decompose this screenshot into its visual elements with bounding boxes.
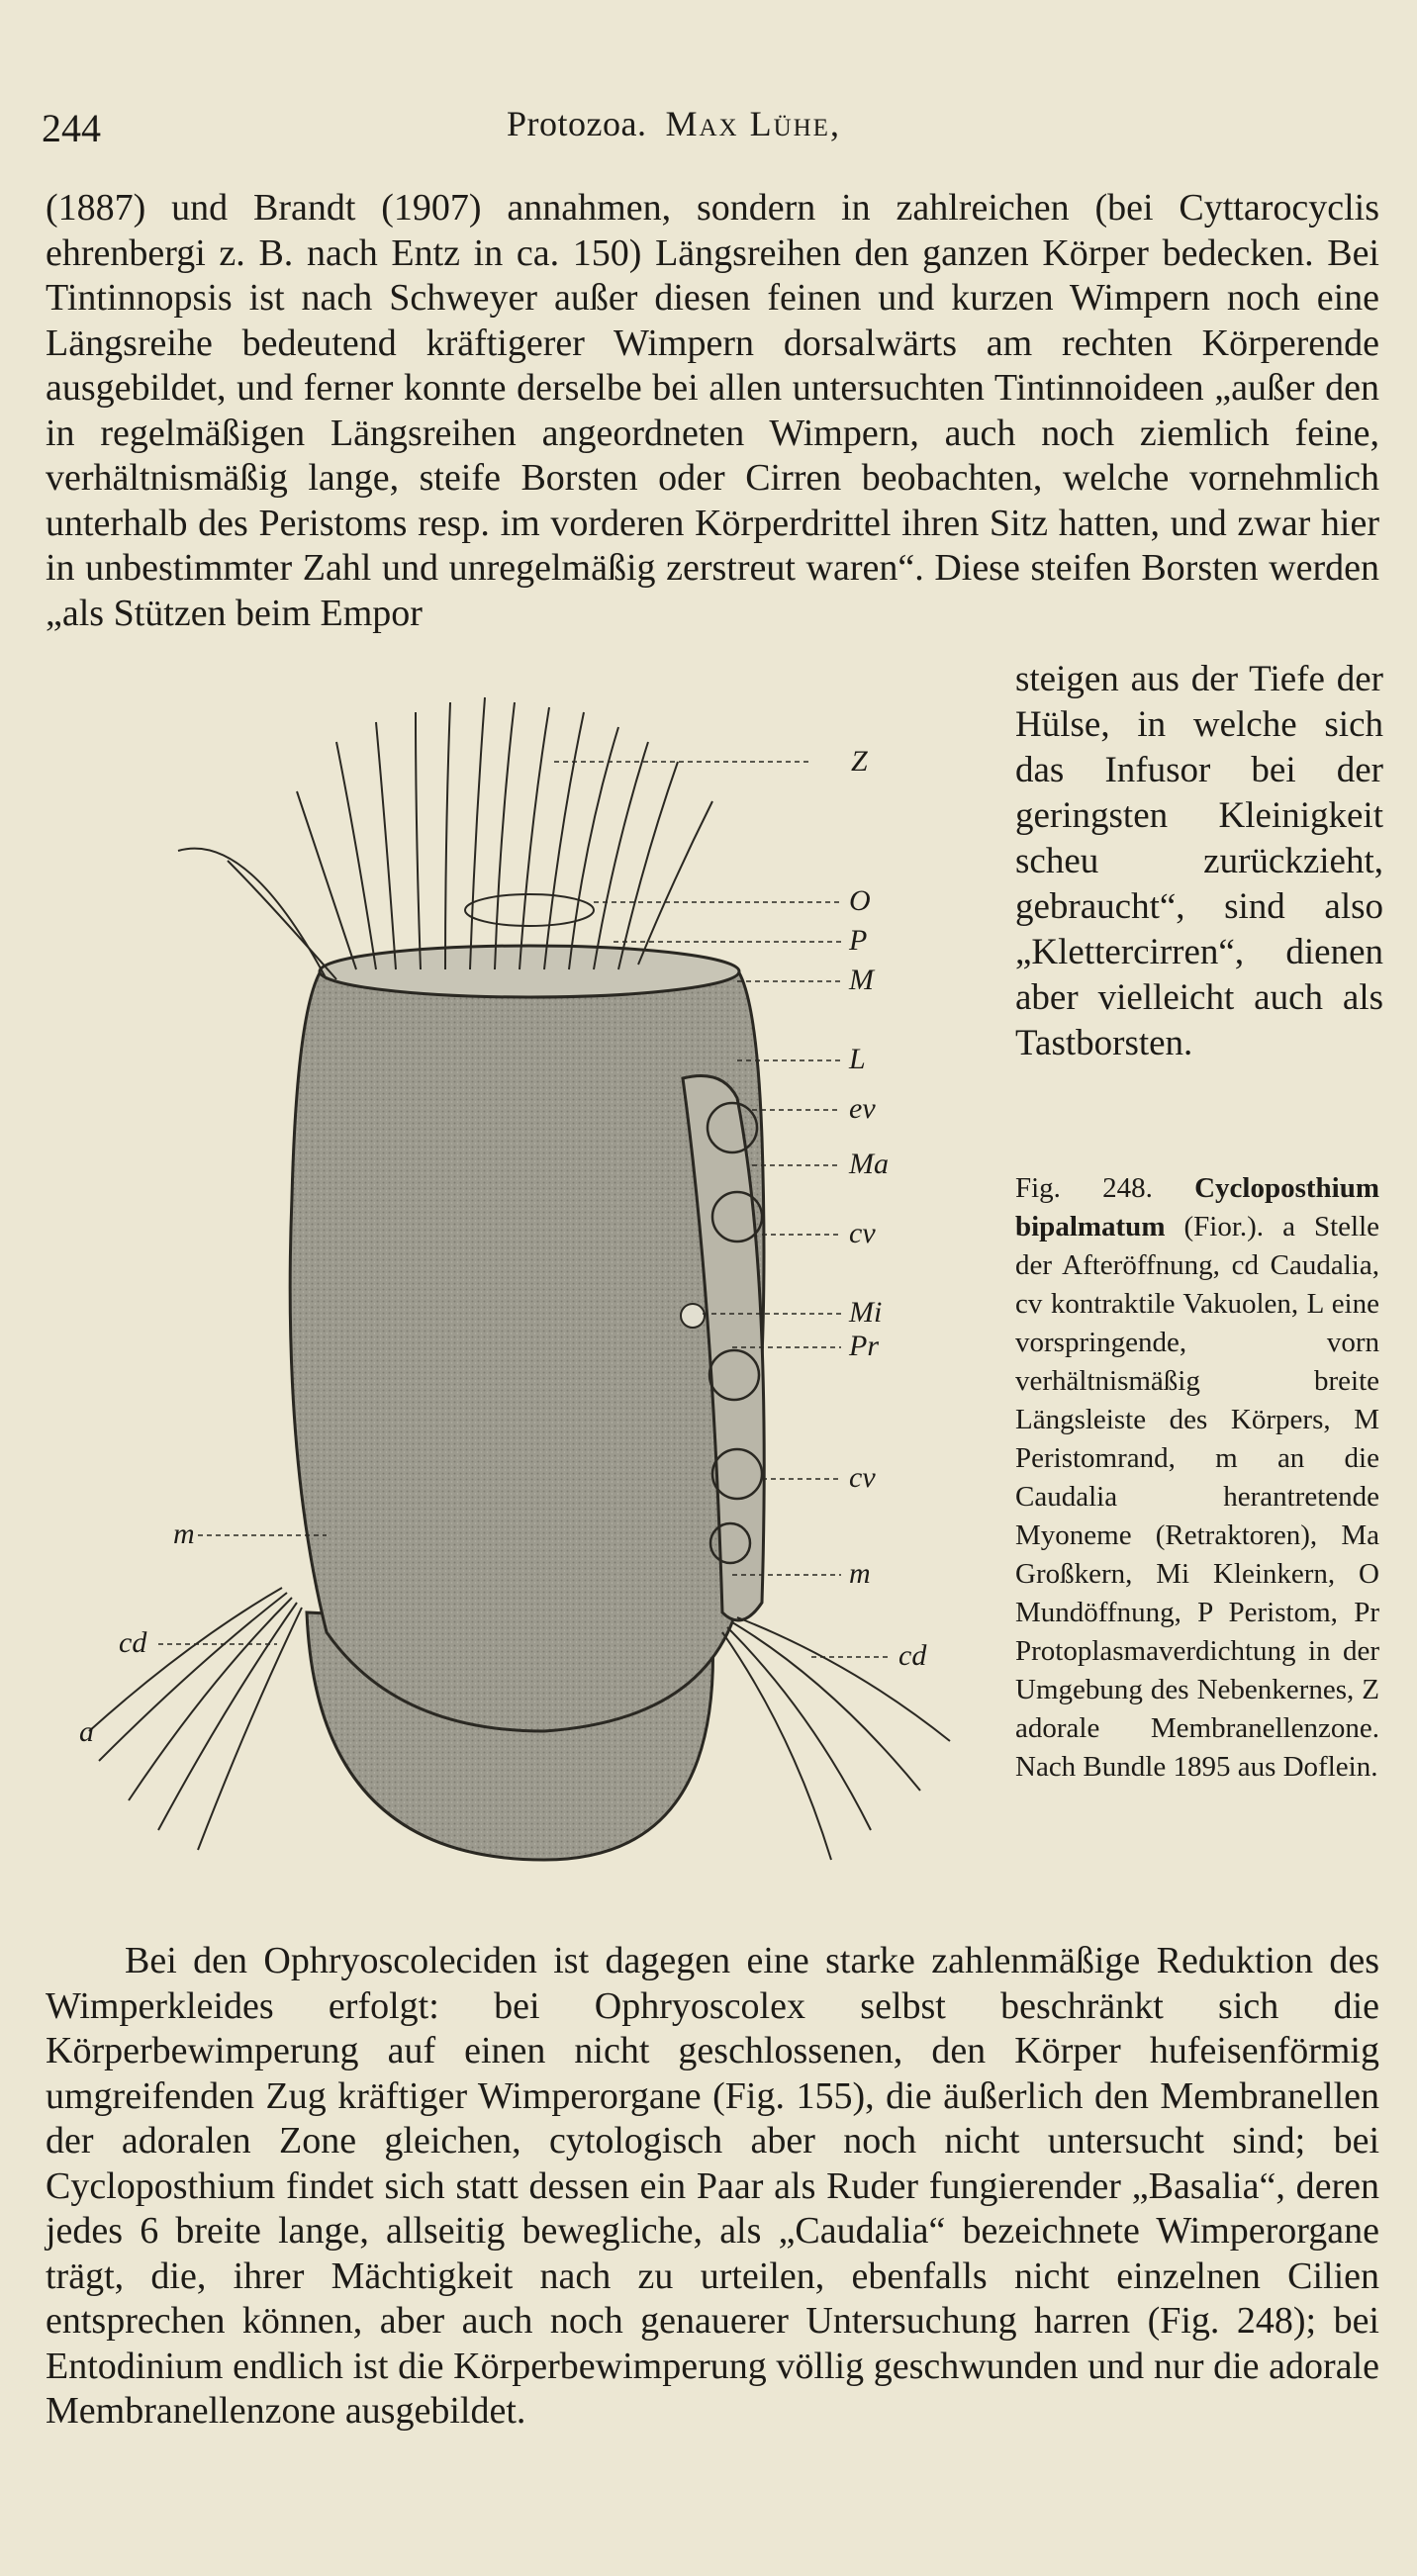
caption-title: Cycloposthium bipalmatum — [1015, 1172, 1380, 1242]
top-paragraph-full — [46, 186, 1379, 651]
caption-text: (Fior.). a Stelle der Afteröffnung, cd Caudalia, cv kontraktile Vakuolen, L eine vorspringende, vorn verhältnismäßig breite Längsleiste des Körpers, M Peristomrand, m an die Caudalia herantretende Myoneme (Retraktoren), Ma Großkern, Mi Kleinkern, O Mundöffnung, P Peristom, Pr Protoplasmaverdichtung in der Umgebung des Nebenkernes, Z adorale Membranellenzone. Nach Bundle 1895 aus Doflein. — [1015, 1211, 1379, 1783]
peristome-rim — [320, 946, 739, 997]
label-m-left: m — [173, 1518, 195, 1550]
label-a: a — [79, 1715, 94, 1748]
bottom-paragraph — [46, 1939, 1379, 2435]
label-Mi: Mi — [849, 1296, 883, 1329]
mouth-opening — [465, 894, 594, 926]
label-cv-upper: cv — [849, 1217, 876, 1249]
micronucleus — [681, 1304, 705, 1328]
figure-caption — [1015, 1169, 1379, 1787]
top-paragraph-text-a: (1887) und Brandt (1907) annahmen, sondern in zahlreichen (bei Cyttarocyclis ehrenbergi z. B. nach Entz in ca. 150) Längsreihen den ganzen Körper bedecken. Bei Tintinnopsis ist nach Schweyer außer diesen feinen und kurzen Wimpern noch eine Längsreihe bedeutend kräftigerer Wimpern dorsalwärts am rechten Körperende ausgebildet, und ferner konnte derselbe bei allen untersuchten Tintinnoideen „außer den in regelmäßigen Längsreihen angeordneten Wimpern, auch noch ziemlich feine, verhältnismäßig lange, steife Borsten oder Cirren beobachten, welche vornehmlich unterhalb des Peristoms resp. im vorderen Körperdrittel ihren Sitz hatten, und zwar hier in unbestimmter Zahl und unregelmäßig zerstreut waren“. Diese steifen Borsten werden „als Stützen beim Empor — [46, 187, 1379, 634]
page-header — [42, 99, 1387, 158]
label-O: O — [849, 884, 871, 917]
label-P: P — [849, 924, 868, 957]
section-title: Protozoa. — [507, 104, 647, 143]
figure-248 — [79, 683, 1009, 1929]
label-cv-lower: cv — [849, 1461, 876, 1494]
label-m-right: m — [849, 1557, 871, 1590]
label-Pr: Pr — [849, 1330, 879, 1362]
page-number: 244 — [42, 106, 101, 150]
label-cd-left: cd — [119, 1626, 147, 1659]
caption-fig-number: Fig. 248. — [1015, 1172, 1153, 1204]
running-head — [507, 103, 841, 144]
membranelle-zone — [178, 697, 712, 979]
cycloposthium-illustration — [79, 683, 1009, 1929]
label-L: L — [849, 1043, 866, 1075]
label-Ma: Ma — [849, 1148, 889, 1180]
label-ev: ev — [849, 1092, 876, 1125]
top-paragraph-text-b: steigen aus der Tiefe der Hülse, in welche sich das Infusor bei der geringsten Kleinigkeit scheu zurückzieht, gebraucht“, sind also „Klettercirren“, dienen aber vielleicht auch als Tastborsten. — [1015, 659, 1383, 1063]
top-paragraph-wrap — [1015, 657, 1383, 1112]
bottom-paragraph-text: Bei den Ophryoscoleciden ist dagegen eine starke zahlenmäßige Reduktion des Wimperkleides erfolgt: bei Ophryoscolex selbst beschränkt sich die Körperbewimperung auf einen nicht geschlossenen, den Körper hufeisenförmig umgreifenden Zug kräftiger Wimperorgane (Fig. 155), die äußerlich den Membranellen der adoralen Zone gleichen, cytologisch aber noch nicht untersucht sind; bei Cycloposthium findet sich statt dessen ein Paar als Ruder fungierender „Basalia“, deren jedes 6 breite lange, allseitig bewegliche, als „Caudalia“ bezeichnete Wimperorgane trägt, die, ihrer Mächtigkeit nach zu urteilen, ebenfalls nicht einzelnen Cilien entsprechen können, aber auch noch genauerer Untersuchung harren (Fig. 248); bei Entodinium endlich ist die Körperbewimperung völlig geschwunden und nur die adorale Membranellenzone ausgebildet. — [46, 1940, 1379, 2432]
label-cd-right: cd — [898, 1639, 927, 1672]
label-Z: Z — [851, 745, 868, 778]
label-M: M — [849, 964, 874, 996]
author-name: Max Lühe, — [665, 104, 841, 143]
